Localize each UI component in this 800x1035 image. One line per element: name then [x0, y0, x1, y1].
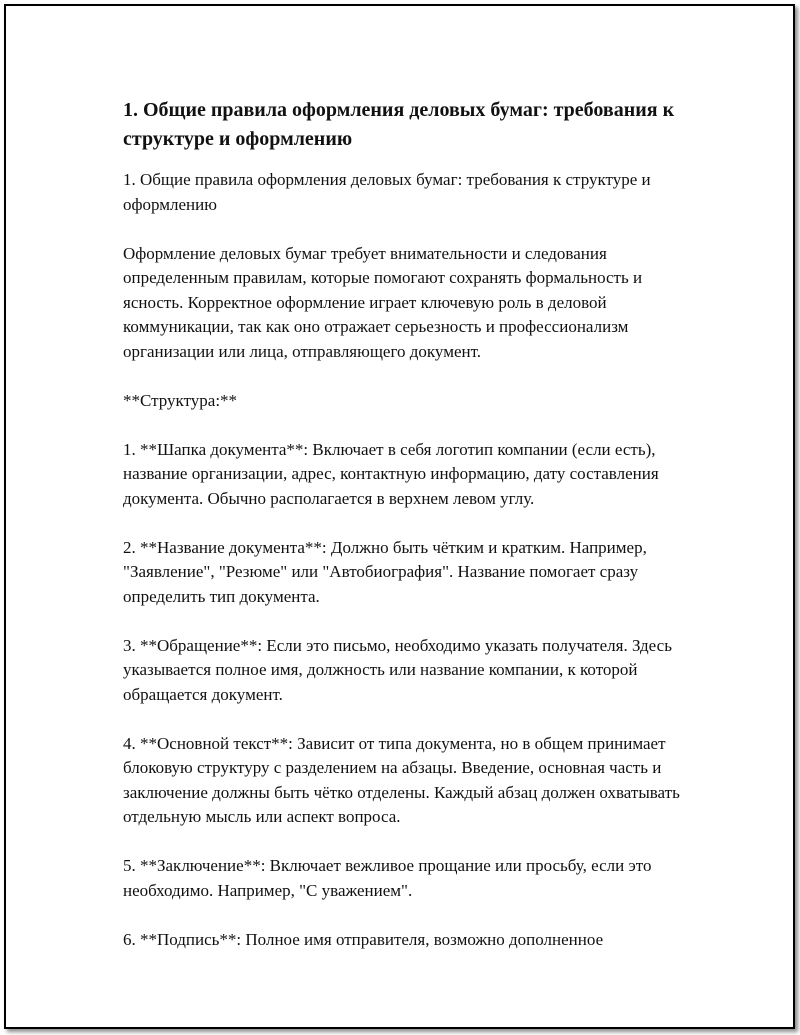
paragraph-item-title: 2. **Название документа**: Должно быть чётким и кратким. Например, "Заявление", "Резюме" или "Автобиография". Название помогает сразу определить тип документа.	[123, 537, 647, 606]
document-page	[4, 4, 795, 1029]
paragraph-intro: Оформление деловых бумаг требует внимательности и следования определенным правилам, которые помогают сохранять формальность и ясность. Корректное оформление играет ключевую роль в деловой коммуникации, так как оно отражает серьезность и профессионализм организации или лица, отправляющего документ.	[123, 243, 643, 361]
paragraph-item-conclusion: 5. **Заключение**: Включает вежливое прощание или просьбу, если это необходимо. Например, "С уважением".	[123, 856, 652, 900]
paragraph-item-signature: 6. **Подпись**: Полное имя отправителя, возможно дополненное	[123, 929, 604, 949]
paragraph-title-repeat: 1. Общие правила оформления деловых бумаг: требования к структуре и оформлению	[123, 170, 651, 214]
paragraph-item-salutation: 3. **Обращение**: Если это письмо, необходимо указать получателя. Здесь указывается полное имя, должность или название компании, к которой обращается документ.	[123, 635, 672, 704]
paragraph-item-header: 1. **Шапка документа**: Включает в себя логотип компании (если есть), название организации, адрес, контактную информацию, дату составления документа. Обычно располагается в верхнем левом углу.	[123, 439, 659, 508]
paragraph-item-main-text: 4. **Основной текст**: Зависит от типа документа, но в общем принимает блоковую структуру с разделением на абзацы. Введение, основная часть и заключение должны быть чётко отделены. Каждый абзац должен охватывать отдельную мысль или аспект вопроса.	[123, 733, 680, 826]
document-heading: 1. Общие правила оформления деловых бумаг: требования к структуре и оформлению	[123, 99, 675, 150]
paragraph-structure-label: **Структура:**	[123, 390, 238, 410]
document-body	[123, 96, 703, 977]
